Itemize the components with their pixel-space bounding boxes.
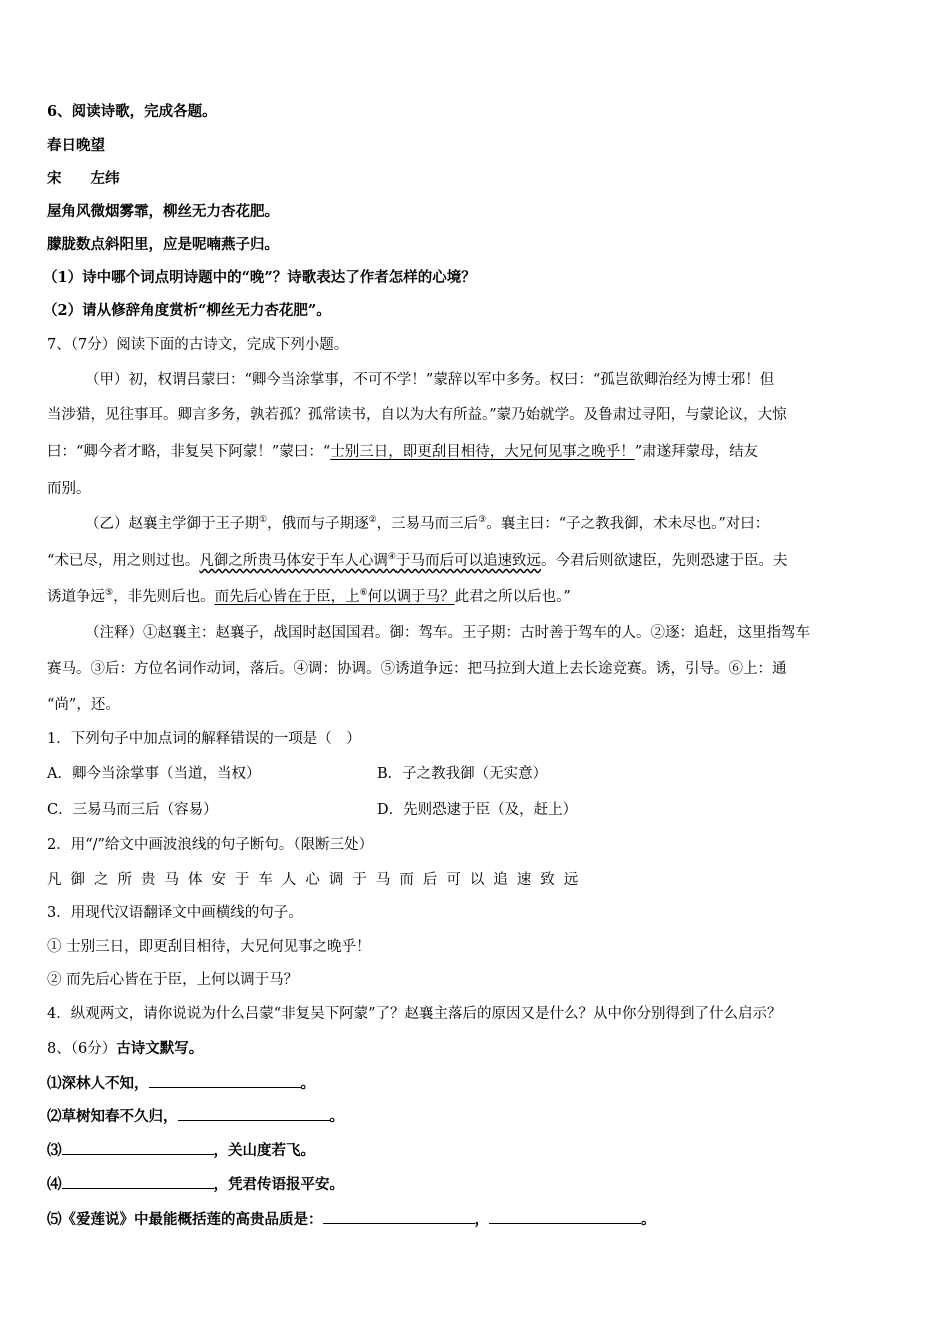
passage-yi-line-2: “术已尽，用之则过也。凡御之所贵马体安于车人心调④于马而后可以追速致远。今君后则欲逮臣，先则恐逮于臣。夫	[47, 552, 788, 569]
passage-jia-line-4: 而别。	[47, 481, 91, 497]
option-b[interactable]: B．子之教我御（无实意）	[377, 766, 548, 782]
blank-4[interactable]	[62, 1174, 214, 1189]
option-c[interactable]: C．三易马而三后（容易）	[47, 802, 218, 818]
fill-item-1: ⑴深林人不知， 。	[47, 1075, 315, 1092]
subq1-options-row-1	[47, 764, 548, 784]
blank-1[interactable]	[149, 1073, 301, 1088]
q8-heading: 8、（6分）古诗文默写。	[47, 1040, 204, 1057]
poem-author: 宋 左纬	[47, 170, 120, 187]
notes-line-1: （注释）①赵襄主：赵襄子，战国时赵国国君。御：驾车。王子期：古时善于驾车的人。②逐：追赶，这里指驾车	[85, 625, 810, 641]
poem-verse-2: 朦胧数点斜阳里，应是呢喃燕子归。	[47, 236, 279, 253]
q6-subquestion-1: （1）诗中哪个词点明诗题中的“晚”？诗歌表达了作者怎样的心境？	[43, 269, 476, 286]
subq1-options-row-2	[47, 800, 578, 820]
subq2-prompt: 2．用“/”给文中画波浪线的句子断句。（限断三处）	[47, 837, 374, 853]
blank-5b[interactable]	[489, 1209, 641, 1224]
poem-verse-1: 屋角风微烟雾霏，柳丝无力杏花肥。	[47, 203, 279, 220]
underlined-sentence-2: 而先后心皆在于臣，上⑥何以调于马？	[214, 588, 455, 605]
option-d[interactable]: D．先则恐逮于臣（及，赶上）	[377, 802, 578, 818]
passage-yi-line-1: （乙）赵襄主学御于王子期①，俄而与子期逐②，三易马而三后③。襄主曰：“子之教我御，术未尽也。”对曰：	[85, 515, 770, 532]
fill-item-2: ⑵草树知春不久归， 。	[47, 1108, 344, 1125]
q6-heading: 6、阅读诗歌，完成各题。	[47, 103, 217, 120]
underlined-sentence-1: 士别三日，即更刮目相待，大兄何见事之晚乎！	[330, 444, 635, 460]
q6-subquestion-2: （2）请从修辞角度赏析“柳丝无力杏花肥”。	[43, 302, 331, 319]
subq2-sentence: 凡御之所贵马体安于车人心调于马而后可以追速致远	[47, 872, 588, 888]
passage-jia-line-3: 曰：“卿今者才略，非复吴下阿蒙！”蒙曰：“士别三日，即更刮目相待，大兄何见事之晚乎！”肃遂拜蒙母，结友	[47, 444, 759, 460]
option-a[interactable]: A．卿今当涂掌事（当道，当权）	[47, 766, 261, 782]
fill-item-5: ⑸《爱莲说》中最能概括莲的高贵品质是： ， 。	[47, 1211, 656, 1228]
blank-2[interactable]	[178, 1106, 330, 1121]
notes-line-2: 赛马。③后：方位名词作动词，落后。④调：协调。⑤诱道争远：把马拉到大道上去长途竞赛。诱，引导。⑥上：通	[47, 661, 787, 677]
fill-item-3: ⑶ ，关山度若飞。	[47, 1142, 315, 1159]
poem-title: 春日晚望	[47, 137, 105, 154]
blank-3[interactable]	[62, 1140, 214, 1155]
notes-line-3: “尚”，还。	[47, 697, 120, 713]
fill-item-4: ⑷ ，凭君传语报平安。	[47, 1176, 344, 1193]
wavy-sentence: 凡御之所贵马体安于车人心调④于马而后可以追速致远	[199, 552, 541, 569]
passage-yi-line-3: 诱道争远⑤，非先则后也。而先后心皆在于臣，上⑥何以调于马？此君之所以后也。”	[47, 588, 571, 605]
blank-5a[interactable]	[323, 1209, 475, 1224]
q7-heading: 7、（7分）阅读下面的古诗文，完成下列小题。	[47, 337, 349, 353]
subq4-prompt: 4．纵观两文，请你说说为什么吕蒙“非复吴下阿蒙”了？赵襄主落后的原因又是什么？从中你分别得到了什么启示？	[47, 1006, 782, 1022]
passage-jia-line-2: 当涉猎，见往事耳。卿言多务，孰若孤？孤常读书，自以为大有所益。”蒙乃始就学。及鲁肃过寻阳，与蒙论议，大惊	[47, 407, 787, 423]
subq3-sentence-1: ① 士别三日，即更刮目相待，大兄何见事之晚乎！	[47, 939, 371, 955]
subq1-prompt: 1．下列句子中加点词的解释错误的一项是（ ）	[47, 731, 361, 747]
subq3-sentence-2: ② 而先后心皆在于臣，上何以调于马？	[47, 972, 299, 988]
passage-jia-line-1: （甲）初，权谓吕蒙曰：“卿今当涂掌事，不可不学！”蒙辞以军中多务。权曰：“孤岂欲卿治经为博士邪！但	[85, 372, 775, 388]
subq3-prompt: 3．用现代汉语翻译文中画横线的句子。	[47, 905, 303, 921]
